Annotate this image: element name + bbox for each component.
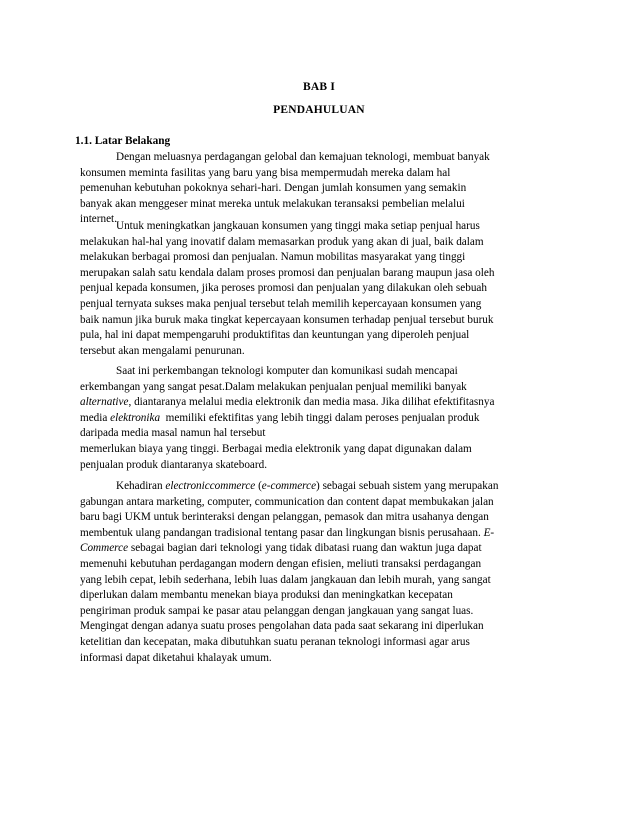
paragraph-line: pengiriman produk sampai ke pasar atau pelanggan dengan jangkauan yang sangat luas. [80, 604, 474, 617]
paragraph-line: baik namun jika buruk maka tingkat kepercayaan konsumen terhadap penjual tersebut buruk [80, 313, 494, 326]
paragraph-line: merupakan salah satu kendala dalam proses promosi dan penjualan barang maupun jasa oleh [80, 266, 495, 279]
text-run: Kehadiran [116, 480, 166, 492]
italic-term: electroniccommerce [165, 480, 256, 492]
paragraph-line: penjual ternyata sukses maka penjual tersebut telah memilih kepercayaan konsumen yang [80, 297, 482, 310]
text-run: memiliki efektifitas yang lebih tinggi dalam peroses penjualan produk [160, 411, 480, 424]
paragraph-line: banyak akan menggeser minat mereka untuk melakukan teransaksi pembelian melalui [80, 197, 465, 210]
paragraph-line [80, 541, 570, 557]
italic-term: elektronika [110, 411, 161, 424]
text-run: , diantaranya melalui media elektronik dan media masa. Jika dilihat efektifitasnya [128, 396, 495, 409]
paragraph-line: Saat ini perkembangan teknologi komputer dan komunikasi sudah mencapai [116, 365, 458, 377]
paragraph-line: internet. [80, 213, 117, 226]
paragraph-line: daripada media masal namun hal tersebut [80, 427, 266, 440]
paragraph-line: Untuk meningkatkan jangkauan konsumen yang tinggi maka setiap penjual harus [116, 220, 480, 232]
paragraph-line: erkembangan yang sangat pesat.Dalam melakukan penjualan penjual memiliki banyak [80, 380, 467, 393]
text-run: sebagai bagian dari teknologi yang tidak dibatasi ruang dan waktun juga dapat [128, 542, 482, 555]
paragraph-line: penjual kepada konsumen, jika peroses promosi dan penjualan yang dilakukan oleh sebuah [80, 282, 487, 295]
paragraph-line: pemenuhan kebutuhan pokoknya sehari-hari. Dengan jumlah konsumen yang semakin [80, 182, 467, 195]
paragraph-line: memerlukan biaya yang tinggi. Berbagai media elektronik yang dapat digunakan dalam [80, 442, 472, 455]
text-run: ( [255, 480, 262, 492]
italic-term: e-commerce [261, 480, 317, 492]
text-run: membentuk ulang pandangan tradisional tentang pasar dan lingkungan bisnis perusahaan. [80, 526, 484, 539]
italic-term: Commerce [80, 542, 129, 555]
paragraph-line: baru bagi UKM untuk berinteraksi dengan pelanggan, pemasok dan mitra usahanya dengan [80, 511, 489, 524]
text-run: ) sebagai sebuah sistem yang merupakan [316, 480, 499, 492]
paragraph-line: melakukan hal-hal yang inovatif dalam memasarkan produk yang akan di jual, baik dalam [80, 235, 484, 248]
paragraph-line: memenuhi kebutuhan perdagangan modern dengan efisien, meliuti transaksi perdagangan [80, 557, 482, 570]
paragraph-line: konsumen meminta fasilitas yang baru yang bisa mempermudah mereka dalam hal [80, 166, 451, 179]
paragraph-line: yang lebih cepat, lebih sederhana, lebih luas dalam jangkauan dan lebih murah, yang sangat [80, 573, 491, 586]
paragraph-line [80, 526, 570, 542]
paragraph-line: tersebut akan mengalami penurunan. [80, 344, 245, 357]
paragraph-line: melakukan berbagai promosi dan penjualan. Namun mobilitas masyarakat yang tinggi [80, 251, 466, 264]
paragraph-2 [80, 219, 570, 359]
chapter-number: BAB I [303, 81, 335, 93]
paragraph-line: gabungan antara marketing, computer, communication dan content dapat membukakan jalan [80, 495, 494, 508]
paragraph-4 [80, 479, 570, 666]
paragraph-line [80, 479, 570, 495]
paragraph-line: ketelitian dan kecepatan, maka dibutuhkan suatu peranan teknologi informasi agar arus [80, 635, 470, 648]
italic-term: E- [483, 526, 495, 539]
paragraph-3 [80, 364, 570, 473]
paragraph-line: diperlukan dalam membantu menekan biaya produksi dan meningkatkan kecepatan [80, 589, 453, 602]
paragraph-line [80, 395, 570, 411]
text-run: media [80, 411, 111, 424]
paragraph-line: informasi dapat diketahui khalayak umum. [80, 651, 272, 664]
chapter-title: PENDAHULUAN [273, 104, 365, 116]
paragraph-line: penjualan produk diantaranya skateboard. [80, 458, 268, 471]
paragraph-1 [80, 150, 570, 228]
paragraph-line: Mengingat dengan adanya suatu proses pengolahan data pada saat sekarang ini diperlukan [80, 620, 484, 633]
paragraph-line: Dengan meluasnya perdagangan gelobal dan kemajuan teknologi, membuat banyak [116, 151, 490, 163]
paragraph-line: pula, hal ini dapat mempengaruhi produktifitas dan keuntungan yang diperoleh penjual [80, 329, 470, 342]
italic-term: alternative [80, 396, 129, 409]
section-title: 1.1. Latar Belakang [75, 135, 171, 147]
paragraph-line [80, 411, 570, 427]
